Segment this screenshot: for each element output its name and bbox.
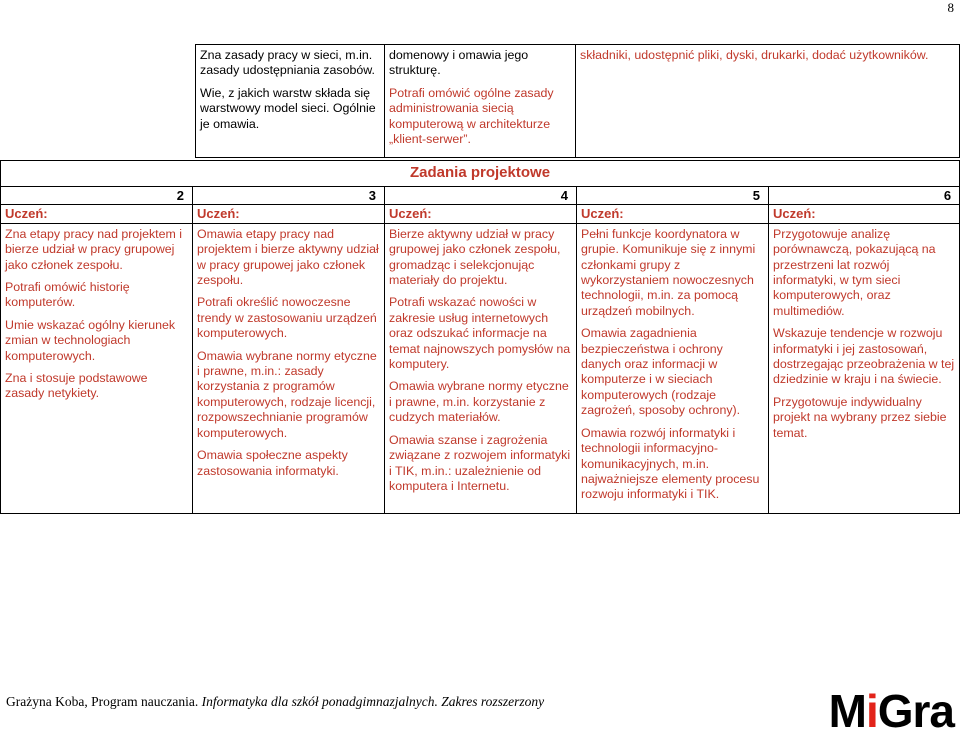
requirement-text: Omawia wybrane normy etyczne i prawne, m.in. korzystanie z cudzych materiałów. xyxy=(389,379,569,425)
requirement-text: Omawia etapy pracy nad projektem i bierze aktywny udział w pracy grupowej jako członek zespołu. xyxy=(197,226,379,288)
grade-number: 3 xyxy=(193,187,385,205)
requirement-text: Potrafi omówić historię komputerów. xyxy=(5,280,130,310)
requirement-text: Zna etapy pracy nad projektem i bierze udział w pracy grupowej jako członek zespołu. xyxy=(5,226,183,272)
column-header: Uczeń: xyxy=(577,205,769,223)
table-title: Zadania projektowe xyxy=(1,161,960,187)
logo-part: Gra xyxy=(877,685,954,737)
requirement-text: Zna i stosuje podstawowe zasady netykiety. xyxy=(5,371,148,401)
logo-part: i xyxy=(865,685,878,737)
top-cell-1 xyxy=(196,45,385,158)
footer-author: Grażyna Koba, Program nauczania. xyxy=(6,694,202,709)
column-content xyxy=(577,223,769,513)
top-text: domenowy i omawia jego strukturę. xyxy=(389,48,529,78)
requirement-text: Omawia wybrane normy etyczne i prawne, m.in.: zasady korzystania z programów komputerowych, rodzaje licencji, rozpowszechnianie programów komputerowych. xyxy=(197,348,377,440)
tasks-table xyxy=(0,160,960,514)
column-content xyxy=(1,223,193,513)
column-header: Uczeń: xyxy=(193,205,385,223)
requirement-text: Potrafi wskazać nowości w zakresie usług internetowych oraz odszukać informacje na temat najnowszych pomysłów na komputery. xyxy=(389,295,571,372)
column-content xyxy=(193,223,385,513)
page-number: 8 xyxy=(947,0,954,15)
requirement-text: Potrafi określić nowoczesne trendy w zastosowaniu urządzeń komputerowych. xyxy=(197,295,377,341)
top-text: Potrafi omówić ogólne zasady administrowania siecią komputerową w architekturze „klient-serwer”. xyxy=(389,85,554,147)
requirement-text: Omawia rozwój informatyki i technologii informacyjno-komunikacyjnych, m.in. najważniejsze elementy procesu rozwoju informatyki i TIK. xyxy=(581,425,760,502)
top-text: Wie, z jakich warstw składa się warstwowy model sieci. Ogólnie je omawia. xyxy=(200,85,376,131)
column-header: Uczeń: xyxy=(769,205,960,223)
column-content xyxy=(385,223,577,513)
top-table xyxy=(195,44,960,158)
top-text: Zna zasady pracy w sieci, m.in. zasady udostępniania zasobów. xyxy=(200,48,375,78)
requirement-text: Omawia zagadnienia bezpieczeństwa i ochrony danych oraz informacji w komputerze i w sieciach komputerowych (rodzaje zagrożeń, sposoby ochrony). xyxy=(581,326,741,418)
logo-part: M xyxy=(828,685,866,737)
top-text: składniki, udostępnić pliki, dyski, drukarki, dodać użytkowników. xyxy=(580,48,929,62)
requirement-text: Wskazuje tendencje w rozwoju informatyki i jej zastosowań, dostrzegając przeobrażenia w tej dziedzinie w kraju i na świecie. xyxy=(773,326,955,387)
requirement-text: Przygotowuje analizę porównawczą, pokazującą na przestrzeni lat rozwój informatyki, w tym sieci komputerowych, oraz multimediów. xyxy=(773,226,936,318)
requirement-text: Umie wskazać ogólny kierunek zmian w technologiach komputerowych. xyxy=(5,317,176,363)
top-cell-3 xyxy=(576,45,960,158)
column-header: Uczeń: xyxy=(385,205,577,223)
requirement-text: Pełni funkcje koordynatora w grupie. Komunikuje się z innymi członkami grupy z wykorzystaniem nowoczesnych technologii, m.in. za pomocą urządzeń mobilnych. xyxy=(581,226,756,318)
requirement-text: Omawia szanse i zagrożenia związane z rozwojem informatyki i TIK, m.in.: uzależnienie od komputera i Internetu. xyxy=(389,432,571,493)
footer-title: Informatyka dla szkół ponadgimnazjalnych. Zakres rozszerzony xyxy=(201,694,545,709)
migra-logo xyxy=(828,685,954,737)
requirement-text: Przygotowuje indywidualny projekt na wybrany przez siebie temat. xyxy=(773,394,947,440)
requirement-text: Omawia społeczne aspekty zastosowania informatyki. xyxy=(197,448,348,478)
grade-number: 5 xyxy=(577,187,769,205)
requirement-text: Bierze aktywny udział w pracy grupowej jako członek zespołu, gromadząc i selekcjonując materiały do projektu. xyxy=(389,226,561,288)
top-cell-2 xyxy=(385,45,576,158)
footer-citation xyxy=(6,694,544,710)
column-header: Uczeń: xyxy=(1,205,193,223)
grade-number: 2 xyxy=(1,187,193,205)
grade-number: 6 xyxy=(769,187,960,205)
column-content xyxy=(769,223,960,513)
grade-number: 4 xyxy=(385,187,577,205)
